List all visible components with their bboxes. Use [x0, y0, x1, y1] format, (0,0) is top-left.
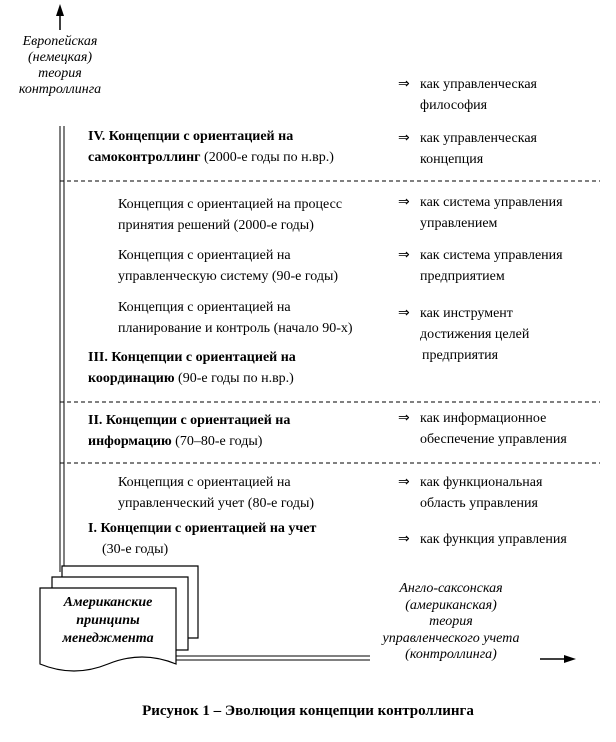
left-text: Концепция с ориентацией на — [118, 475, 291, 490]
implies-arrow-icon: ⇒ — [398, 474, 410, 490]
concept-i — [88, 518, 316, 560]
right-text: как информационное — [420, 411, 547, 426]
right-text: управлением — [420, 216, 498, 231]
doc-label — [40, 594, 176, 648]
left-text: планирование и контроль (начало 90-х) — [118, 321, 353, 336]
top-axis-label-line: (немецкая) — [28, 50, 92, 65]
bottom-axis-label-line: теория — [429, 614, 473, 629]
right-text: предприятием — [420, 269, 505, 284]
concept-iii-title: III. Концепции с ориентацией на — [88, 350, 296, 365]
row-management-right — [398, 245, 563, 284]
concept-iii — [88, 347, 296, 389]
right-text: концепция — [420, 152, 484, 167]
left-text: управленческий учет (80-е годы) — [118, 496, 315, 511]
concept-iv-period: (2000-е годы по н.вр.) — [200, 150, 334, 165]
top-axis-arrowhead — [56, 4, 64, 16]
concept-iii-period: (90-е годы по н.вр.) — [174, 371, 294, 386]
row-decision-right — [398, 192, 563, 231]
concept-decision-process — [118, 194, 342, 236]
concept-iv — [88, 126, 334, 168]
concept-iii-title-2: координацию — [88, 371, 175, 386]
top-axis-label-line: теория — [38, 66, 82, 81]
concept-ii-period: (70–80-е годы) — [171, 434, 263, 449]
concept-iv-title-2: самоконтроллинг — [88, 150, 201, 165]
row-functional-right — [398, 472, 543, 511]
implies-arrow-icon: ⇒ — [398, 130, 410, 146]
row-philosophy-right — [398, 74, 537, 113]
right-text: предприятия — [422, 348, 499, 363]
concept-planning-control — [118, 297, 353, 339]
implies-arrow-icon: ⇒ — [398, 76, 410, 92]
implies-arrow-icon: ⇒ — [398, 531, 410, 547]
concept-iv-title: IV. Концепции с ориентацией на — [88, 129, 294, 144]
right-text: философия — [420, 98, 488, 113]
concept-management-system — [118, 245, 338, 287]
concept-i-period: (30-е годы) — [102, 542, 169, 557]
bottom-axis-label — [366, 581, 536, 664]
bottom-axis-arrowhead — [564, 655, 576, 663]
bottom-axis-label-line: управленческого учета — [382, 630, 520, 646]
right-text: как функциональная — [420, 475, 543, 490]
right-text: достижения целей — [420, 327, 530, 342]
right-text: как инструмент — [420, 306, 513, 321]
top-axis-label-line: контроллинга — [18, 82, 102, 97]
implies-arrow-icon: ⇒ — [398, 410, 410, 426]
right-text: как управленческая — [420, 131, 537, 146]
implies-arrow-icon: ⇒ — [398, 247, 410, 263]
row-concept-right — [398, 128, 537, 167]
left-text: Концепция с ориентацией на — [118, 248, 291, 263]
right-text: как управленческая — [420, 77, 537, 92]
right-text: как система управления — [420, 195, 563, 210]
top-axis-label — [8, 34, 112, 98]
row-info-right — [398, 408, 567, 447]
row-function-right — [398, 529, 567, 550]
left-text: Концепция с ориентацией на процесс — [118, 197, 343, 212]
right-text: область управления — [420, 496, 538, 511]
concept-i-title: I. Концепции с ориентацией на учет — [88, 521, 317, 536]
left-text: принятия решений (2000-е годы) — [118, 218, 314, 233]
top-axis-label-line: Европейская — [22, 34, 98, 49]
implies-arrow-icon: ⇒ — [398, 305, 410, 321]
left-text: Концепция с ориентацией на — [118, 300, 291, 315]
figure-caption: Рисунок 1 – Эволюция концепции контроллинга — [142, 703, 474, 719]
right-text: как функция управления — [420, 532, 567, 547]
right-text: обеспечение управления — [420, 432, 567, 447]
concept-ii — [88, 410, 290, 452]
concept-management-accounting — [118, 472, 314, 514]
doc-label-line: менеджмента — [62, 631, 154, 646]
left-text: управленческую систему (90-е годы) — [118, 269, 339, 284]
bottom-axis-label-line: Англо-саксонская — [399, 581, 503, 596]
row-planning-right — [398, 303, 530, 363]
concept-ii-title: II. Концепции с ориентацией на — [88, 413, 291, 428]
bottom-axis-label-line: (американская) — [405, 597, 497, 613]
bottom-axis-label-line: (контроллинга) — [405, 647, 497, 662]
right-text: как система управления — [420, 248, 563, 263]
doc-label-line: Американские — [63, 595, 153, 610]
doc-label-line: принципы — [76, 613, 140, 628]
implies-arrow-icon: ⇒ — [398, 194, 410, 210]
concept-ii-title-2: информацию — [88, 434, 172, 449]
